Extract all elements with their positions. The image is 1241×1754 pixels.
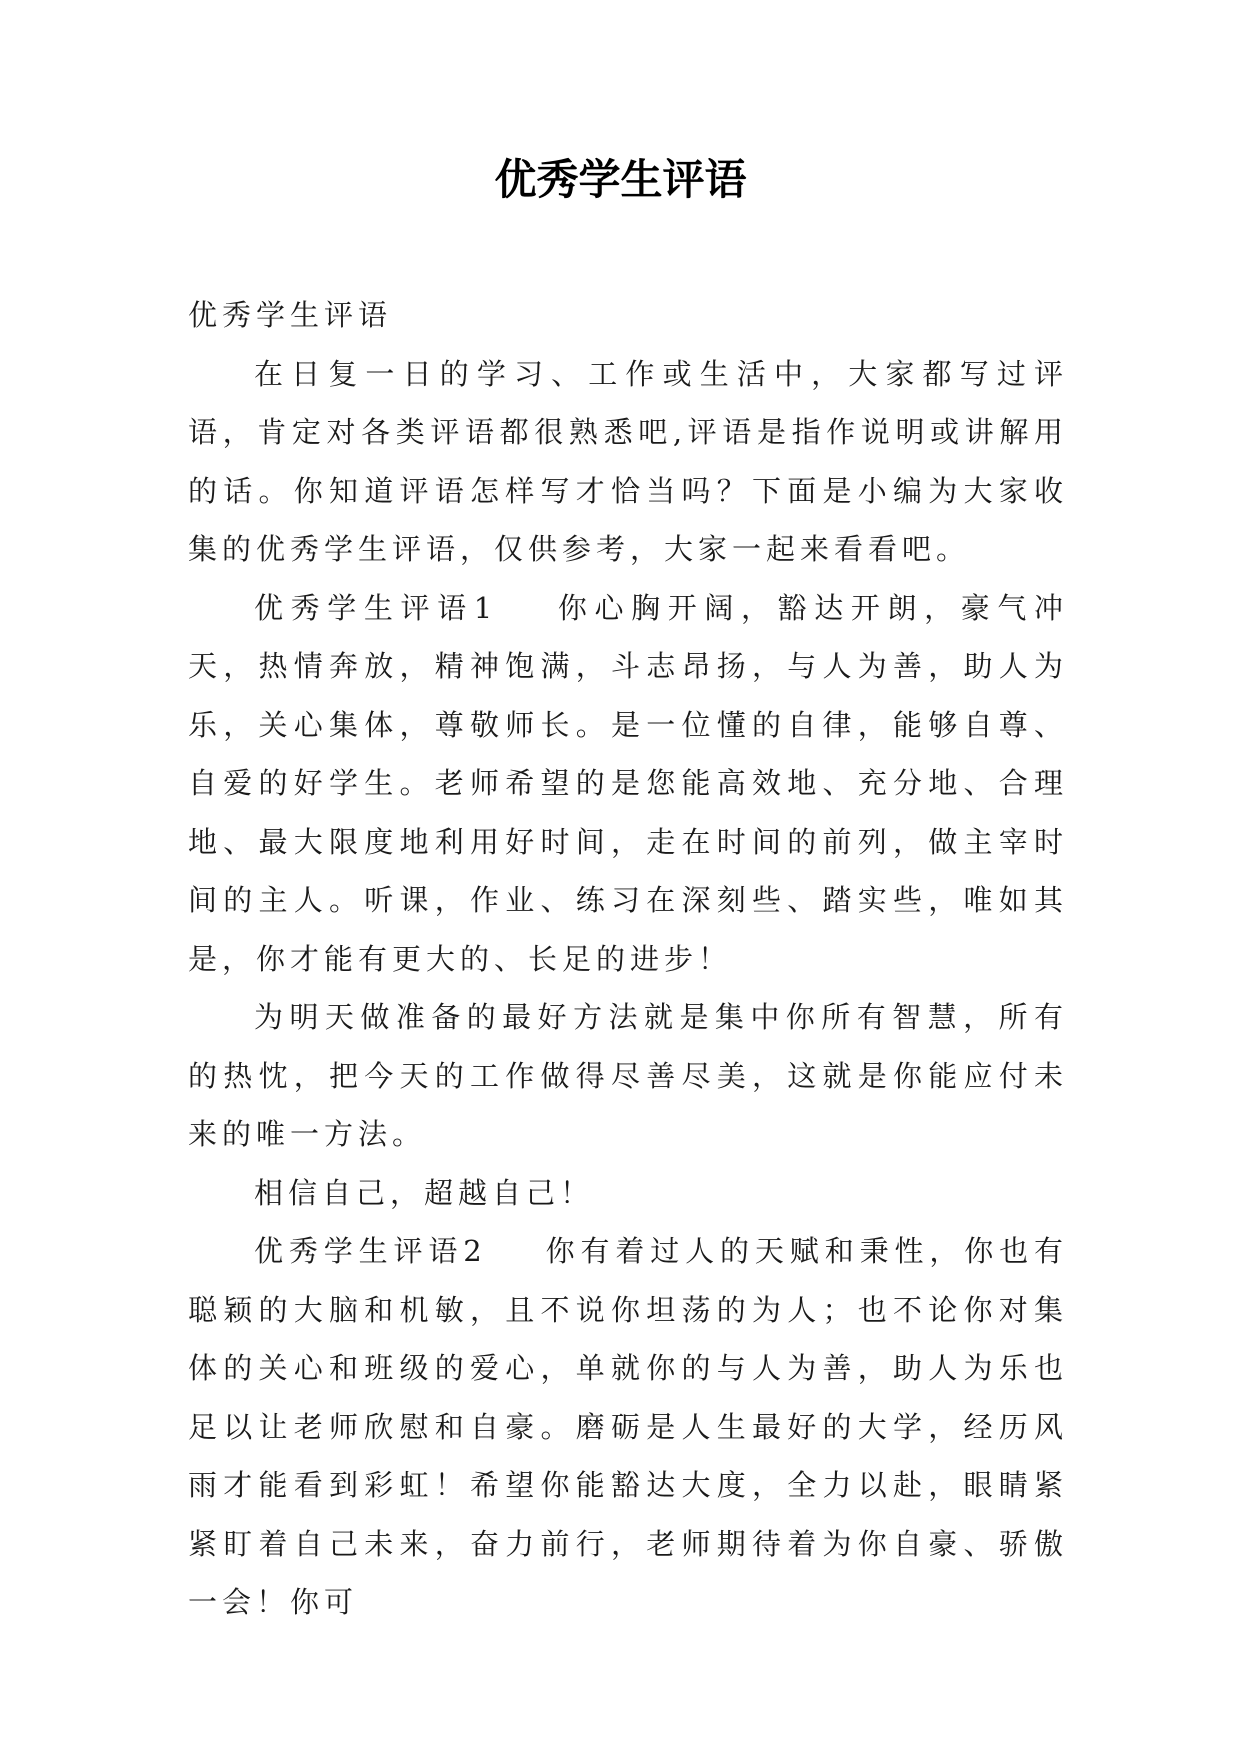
comment-text-1: 你心胸开阔，豁达开朗，豪气冲天，热情奔放，精神饱满，斗志昂扬，与人为善，助人为乐，关心集体，尊敬师长。是一位懂的自律，能够自尊、自爱的好学生。老师希望的是您能高效地、充分地、合理地、最大限度地利用好时间，走在时间的前列，做主宰时间的主人。听课，作业、练习在深刻些、踏实些，唯如其是，你才能有更大的、长足的进步！ xyxy=(188,590,1068,976)
motto-paragraph: 相信自己，超越自己！ xyxy=(254,1175,595,1210)
intro-paragraph: 在日复一日的学习、工作或生活中，大家都写过评语，肯定对各类评语都很熟悉吧,评语是指作说明或讲解用的话。你知道评语怎样写才恰当吗？下面是小编为大家收集的优秀学生评语，仅供参考，大家一起来看看吧。 xyxy=(188,356,1068,566)
comment-paragraph-1 xyxy=(188,579,1068,989)
comment-paragraph-2 xyxy=(188,1222,1068,1632)
comment-heading-1: 优秀学生评语1 xyxy=(254,590,498,625)
document-body xyxy=(188,286,1068,1632)
document-subtitle: 优秀学生评语 xyxy=(188,298,393,332)
comment-heading-2: 优秀学生评语2 xyxy=(254,1234,487,1268)
advice-paragraph: 为明天做准备的最好方法就是集中你所有智慧，所有的热忱，把今天的工作做得尽善尽美，这就是你能应付未来的唯一方法。 xyxy=(188,1000,1068,1151)
comment-text-2: 你有着过人的天赋和秉性，你也有聪颖的大脑和机敏，且不说你坦荡的为人；也不论你对集体的关心和班级的爱心，单就你的与人为善，助人为乐也足以让老师欣慰和自豪。磨砺是人生最好的大学，经历风雨才能看到彩虹！希望你能豁达大度，全力以赴，眼睛紧紧盯着自己未来，奋力前行，老师期待着为你自豪、骄傲一会！你可 xyxy=(188,1234,1068,1619)
document-title: 优秀学生评语 xyxy=(494,155,747,204)
